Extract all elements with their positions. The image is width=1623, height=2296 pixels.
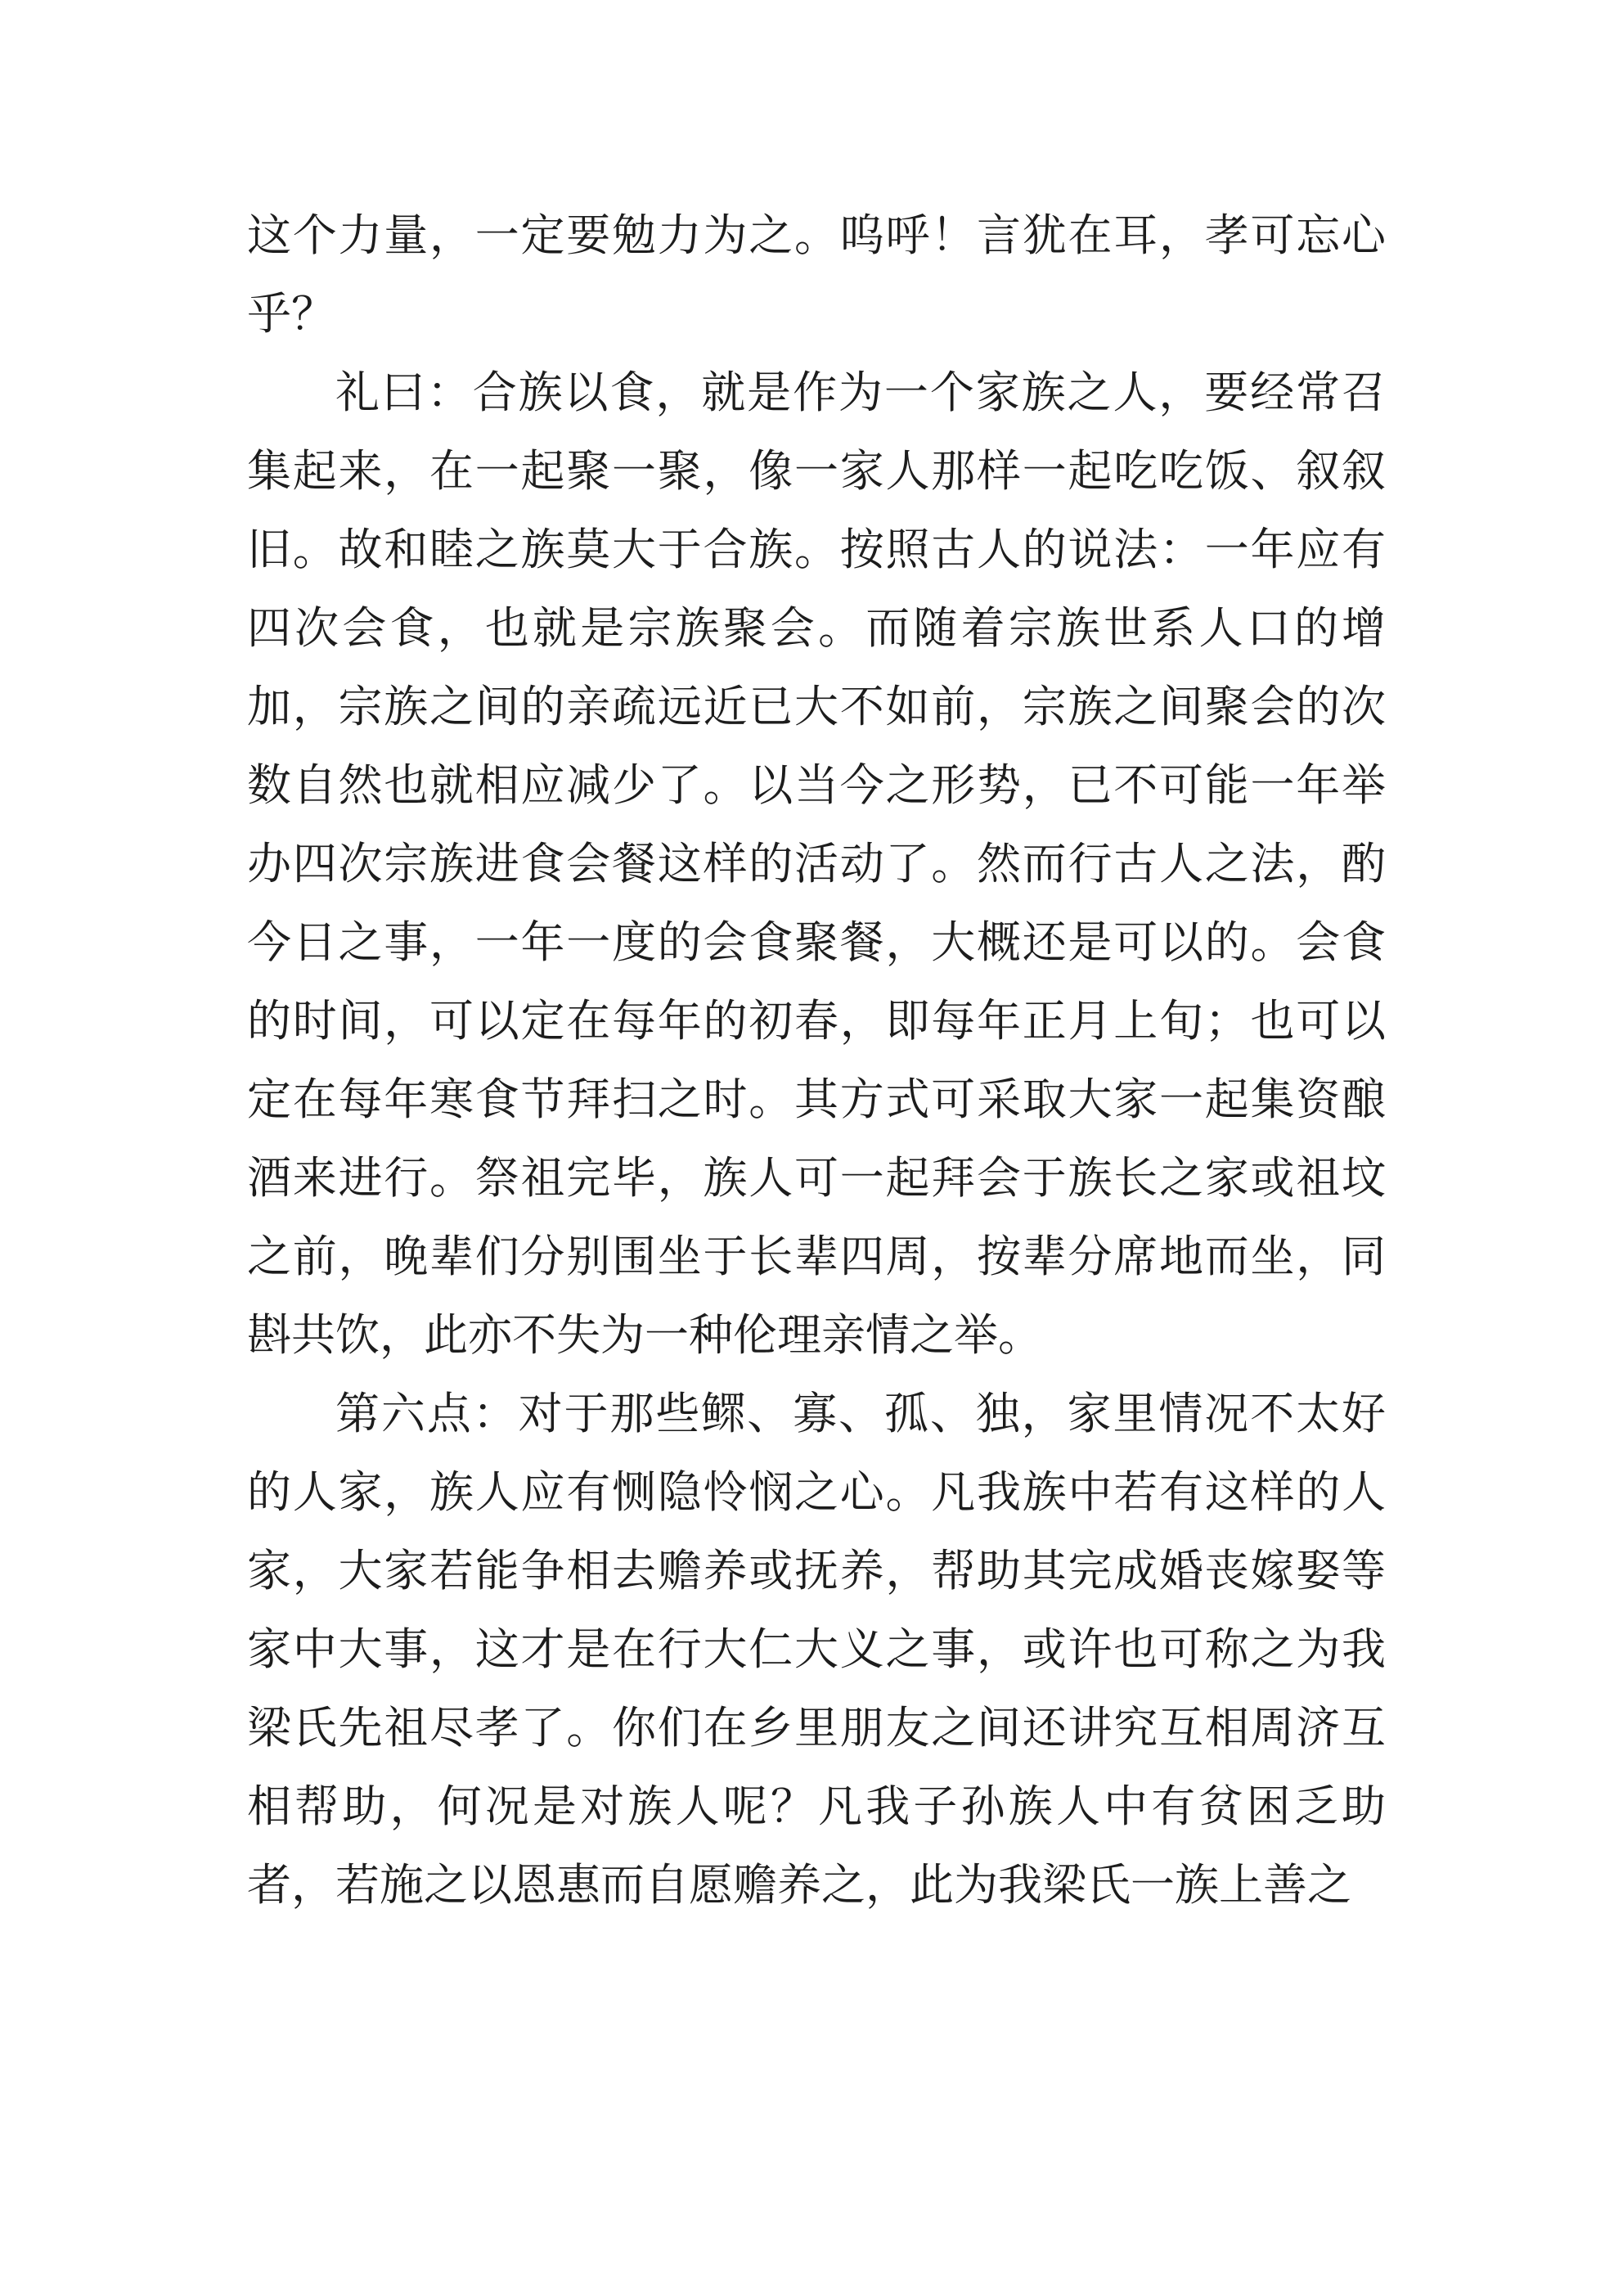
body-text: [247, 196, 1386, 1925]
paragraph-continuation: 这个力量，一定要勉力为之。呜呼！言犹在耳，孝可忘心乎？: [247, 209, 1386, 340]
paragraph-hezu-yishi: 礼曰：合族以食，就是作为一个家族之人，要经常召集起来，在一起聚一聚，像一家人那样一起吃吃饭、叙叙旧。故和睦之族莫大于合族。按照古人的说法：一年应有四次会食，也就是宗族聚会。而随着宗族世系人口的增加，宗族之间的亲疏远近已大不如前，宗族之间聚会的次数自然也就相应减少了。以当今之形势，已不可能一年举办四次宗族进食会餐这样的活动了。然而行古人之法，酌今日之事，一年一度的会食聚餐，大概还是可以的。会食的时间，可以定在每年的初春，即每年正月上旬；也可以定在每年寒食节拜扫之时。其方式可采取大家一起集资酿酒来进行。祭祖完毕，族人可一起拜会于族长之家或祖坟之前，晚辈们分别围坐于长辈四周，按辈分席地而坐，同斟共饮，此亦不失为一种伦理亲情之举。: [247, 367, 1386, 1361]
paragraph-point-six: 第六点：对于那些鳏、寡、孤、独，家里情况不太好的人家，族人应有恻隐怜悯之心。凡我族中若有这样的人家，大家若能争相去赡养或抚养，帮助其完成婚丧嫁娶等家中大事，这才是在行大仁大义之事，或许也可称之为我梁氏先祖尽孝了。你们在乡里朋友之间还讲究互相周济互相帮助，何况是对族人呢？凡我子孙族人中有贫困乏助者，若施之以恩惠而自愿赡养之，此为我梁氏一族上善之: [247, 1388, 1386, 1911]
